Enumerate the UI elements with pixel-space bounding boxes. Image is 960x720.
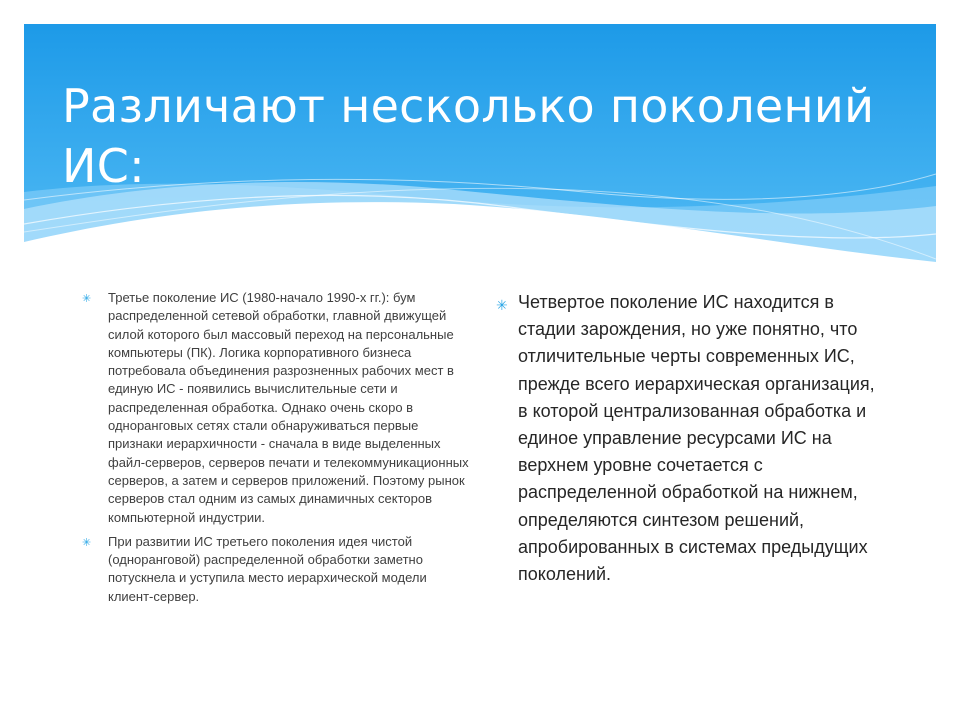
list-item-text: Третье поколение ИС (1980-начало 1990-х гг.): бум распределенной сетевой обработки, главной движущей силой которого был массовый переход на персональные компьютеры (ПК). Логика корпоративного бизнеса потребовала объединения разрозненных рабочих мест в единую ИС - появились вычислительные сети и распределенная обработка. Однако очень скоро в одноранговых сетях стали обнаруживаться первые признаки иерархичности - сначала в виде выделенных файл-серверов, серверов печати и телекоммуникационных серверов, а затем и серверов приложений. Поэтому рынок серверов стал одним из самых динамичных секторов компьютерной индустрии. <box>108 290 469 525</box>
list-item <box>80 289 472 527</box>
header-banner <box>24 24 936 274</box>
slide-title: Различают несколько поколений ИС: <box>62 79 875 193</box>
right-column <box>496 289 882 588</box>
list-item-text: При развитии ИС третьего поколения идея чистой (одноранговой) распределенной обработки заметно потускнела и уступила место иерархической модели клиент-сервер. <box>108 533 427 604</box>
left-column <box>80 289 472 612</box>
asterisk-icon: ✳ <box>496 297 508 313</box>
list-item-text: Четвертое поколение ИС находится в стадии зарождения, но уже понятно, что отличительные черты современных ИС, прежде всего иерархическая организация, в которой централизованная обработка и единое управление ресурсами ИС на верхнем уровне сочетается с распределенной обработкой на нижнем, определяются синтезом решений, апробированных в системах предыдущих поколений. <box>518 292 875 585</box>
asterisk-icon: ✳ <box>82 293 92 305</box>
asterisk-icon: ✳ <box>82 536 92 549</box>
list-item <box>80 533 472 606</box>
list-item <box>496 289 882 588</box>
